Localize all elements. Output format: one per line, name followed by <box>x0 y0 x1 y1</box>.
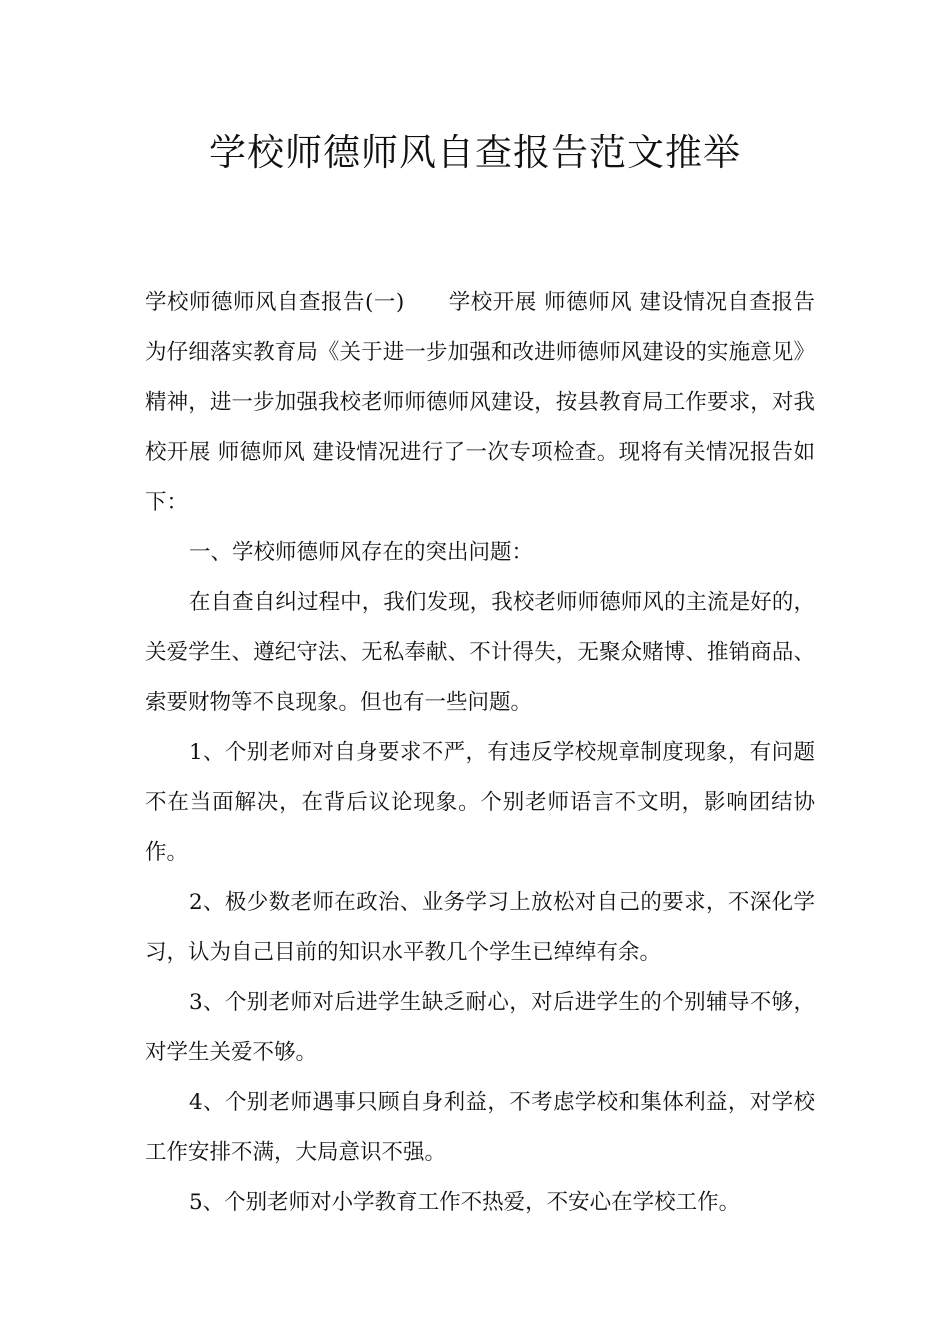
document-body <box>145 278 815 1228</box>
document-title: 学校师德师风自查报告范文推举 <box>209 131 741 174</box>
list-item-issue-2: 2、极少数老师在政治、业务学习上放松对自己的要求，不深化学习，认为自己目前的知识水平教几个学生已绰绰有余。 <box>145 890 815 965</box>
section-heading: 一、学校师德师风存在的突出问题： <box>189 540 534 565</box>
list-item-issue-3: 3、个别老师对后进学生缺乏耐心，对后进学生的个别辅导不够，对学生关爱不够。 <box>145 990 815 1065</box>
list-item-issue-5: 5、个别老师对小学教育工作不热爱，不安心在学校工作。 <box>189 1190 741 1215</box>
list-item-issue-1: 1、个别老师对自身要求不严，有违反学校规章制度现象，有问题不在当面解决，在背后议论现象。个别老师语言不文明，影响团结协作。 <box>145 740 815 865</box>
paragraph-intro: 学校师德师风自查报告(一) 学校开展 师德师风 建设情况自查报告 为仔细落实教育局《关于进一步加强和改进师德师风建设的实施意见》精神，进一步加强我校老师师德师风建设，按县教育局工作要求，对我校开展 师德师风 建设情况进行了一次专项检查。现将有关情况报告如下： <box>145 290 815 515</box>
paragraph-summary: 在自查自纠过程中，我们发现，我校老师师德师风的主流是好的，关爱学生、遵纪守法、无私奉献、不计得失，无聚众赌博、推销商品、索要财物等不良现象。但也有一些问题。 <box>145 590 815 715</box>
list-item-issue-4: 4、个别老师遇事只顾自身利益，不考虑学校和集体利益，对学校工作安排不满，大局意识不强。 <box>145 1090 815 1165</box>
